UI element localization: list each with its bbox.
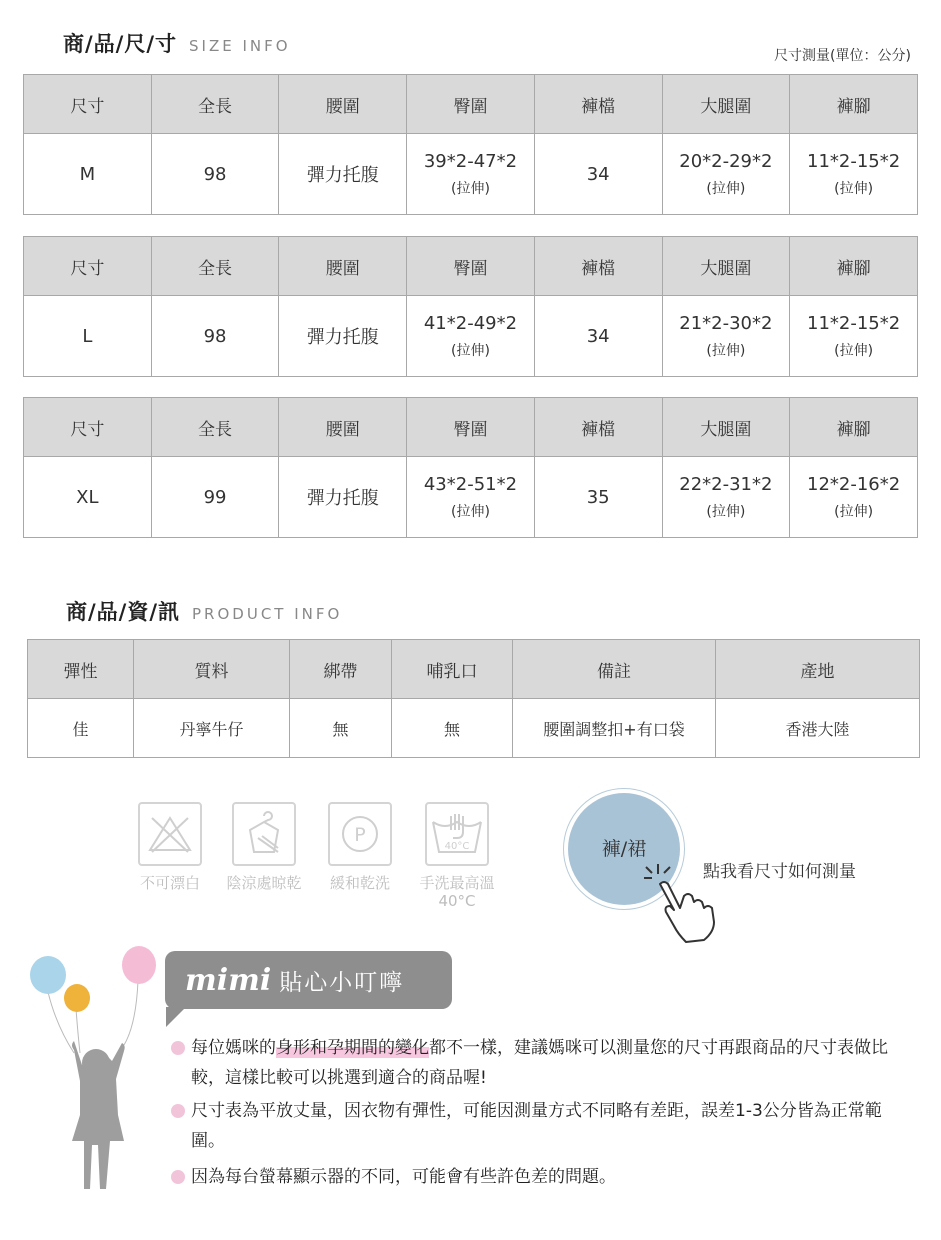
blue-balloon-icon xyxy=(30,956,66,994)
tip-2: 尺寸表為平放丈量，因衣物有彈性，可能因測量方式不同略有差距，誤差1-3公分皆為正常範圍。 xyxy=(191,1101,882,1151)
cell-hem xyxy=(790,134,918,215)
cell-hem xyxy=(790,296,918,377)
care-dry-clean xyxy=(322,802,398,893)
table-row xyxy=(24,296,918,377)
cell-rise: 35 xyxy=(534,457,662,538)
hem-sub: (拉伸) xyxy=(834,342,874,359)
care-hang-dry xyxy=(219,802,309,893)
cell-length: 98 xyxy=(151,296,279,377)
cell-size: XL xyxy=(24,457,152,538)
size-table-header-row xyxy=(24,237,918,296)
header-thigh: 大腿圍 xyxy=(662,398,790,457)
tip-1-highlight: 身形和孕期間的變化 xyxy=(276,1038,429,1058)
hip-value: 43*2-51*2 xyxy=(423,473,518,495)
header-hip: 臀圍 xyxy=(407,237,535,296)
hip-sub: (拉伸) xyxy=(450,342,490,359)
header-thigh: 大腿圍 xyxy=(662,237,790,296)
size-info-title-en: SIZE INFO xyxy=(189,37,291,55)
header-size: 尺寸 xyxy=(24,398,152,457)
header-hem: 褲腳 xyxy=(790,398,918,457)
table-row xyxy=(28,699,920,758)
care-label: 陰涼處晾乾 xyxy=(226,874,302,892)
no-bleach-icon xyxy=(138,802,202,866)
cell-thigh xyxy=(662,296,790,377)
product-info-table xyxy=(27,639,920,758)
size-info-title-zh: 商/品/尺/寸 xyxy=(63,32,178,56)
cell-rise: 34 xyxy=(534,296,662,377)
girl-balloons-illustration xyxy=(26,945,166,1199)
mimi-tips-header xyxy=(165,951,452,1009)
cell-strap: 無 xyxy=(290,699,392,758)
hem-value: 12*2-16*2 xyxy=(807,473,901,495)
svg-text:P: P xyxy=(354,824,366,846)
care-label-2: 40°C xyxy=(438,892,476,910)
cell-length: 99 xyxy=(151,457,279,538)
bubble-tail xyxy=(166,1007,186,1027)
care-hand-wash xyxy=(411,802,503,910)
care-label: 不可漂白 xyxy=(139,874,200,892)
header-size: 尺寸 xyxy=(24,237,152,296)
cell-origin: 香港大陸 xyxy=(716,699,920,758)
hip-sub: (拉伸) xyxy=(450,503,490,520)
cell-hem xyxy=(790,457,918,538)
mimi-tips-title: 貼心小叮嚀 xyxy=(279,969,405,996)
thigh-sub: (拉伸) xyxy=(706,503,746,520)
cell-material: 丹寧牛仔 xyxy=(134,699,290,758)
bullet-dot xyxy=(171,1104,185,1118)
hip-value: 39*2-47*2 xyxy=(423,150,518,172)
product-info-title-en: PRODUCT INFO xyxy=(192,605,343,623)
cell-elasticity: 佳 xyxy=(28,699,134,758)
header-thigh: 大腿圍 xyxy=(662,75,790,134)
header-nursing: 哺乳口 xyxy=(392,640,513,699)
size-info-title xyxy=(63,28,291,58)
header-waist: 腰圍 xyxy=(279,75,407,134)
pink-balloon-icon xyxy=(122,946,156,984)
cell-waist: 彈力托腹 xyxy=(279,134,407,215)
cell-waist: 彈力托腹 xyxy=(279,457,407,538)
care-no-bleach xyxy=(133,802,207,893)
hem-value: 11*2-15*2 xyxy=(807,312,901,334)
size-table-l xyxy=(23,236,918,377)
size-table-m xyxy=(23,74,918,215)
header-origin: 產地 xyxy=(716,640,920,699)
product-info-title-zh: 商/品/資/訊 xyxy=(66,600,181,624)
thigh-value: 21*2-30*2 xyxy=(679,312,773,334)
hand-wash-icon xyxy=(425,802,489,866)
hang-dry-shade-icon xyxy=(232,802,296,866)
header-rise: 褲檔 xyxy=(534,237,662,296)
cell-hip xyxy=(407,457,535,538)
header-size: 尺寸 xyxy=(24,75,152,134)
header-hem: 褲腳 xyxy=(790,237,918,296)
hip-value: 41*2-49*2 xyxy=(423,312,518,334)
cell-size: M xyxy=(24,134,152,215)
thigh-sub: (拉伸) xyxy=(706,342,746,359)
header-length: 全長 xyxy=(151,237,279,296)
header-material: 質料 xyxy=(134,640,290,699)
header-waist: 腰圍 xyxy=(279,237,407,296)
table-row xyxy=(24,457,918,538)
cell-nursing: 無 xyxy=(392,699,513,758)
bullet-dot xyxy=(171,1170,185,1184)
mimi-brand: mimi xyxy=(185,962,272,998)
cell-rise: 34 xyxy=(534,134,662,215)
header-length: 全長 xyxy=(151,398,279,457)
header-strap: 綁帶 xyxy=(290,640,392,699)
cell-hip xyxy=(407,134,535,215)
hem-value: 11*2-15*2 xyxy=(807,150,901,172)
cell-hip xyxy=(407,296,535,377)
header-hem: 褲腳 xyxy=(790,75,918,134)
hand-wash-temp: 40°C xyxy=(444,841,470,852)
tip-1-post: 都不一樣，建議媽咪可以測量您的尺寸再跟商品的尺寸表做比較，這樣比較可以挑選到適合的商品喔! xyxy=(191,1038,888,1088)
tip-1-pre: 每位媽咪的 xyxy=(191,1038,276,1058)
header-elasticity: 彈性 xyxy=(28,640,134,699)
measure-circle-label[interactable]: 褲/裙 xyxy=(601,838,647,860)
header-hip: 臀圍 xyxy=(407,398,535,457)
header-length: 全長 xyxy=(151,75,279,134)
measure-guide-link[interactable]: 點我看尺寸如何測量 xyxy=(703,862,856,882)
thigh-value: 20*2-29*2 xyxy=(679,150,773,172)
tip-3: 因為每台螢幕顯示器的不同，可能會有些許色差的問題。 xyxy=(191,1167,616,1187)
size-table-xl xyxy=(23,397,918,538)
header-hip: 臀圍 xyxy=(407,75,535,134)
size-table-header-row xyxy=(24,398,918,457)
product-header-row xyxy=(28,640,920,699)
hem-sub: (拉伸) xyxy=(834,503,874,520)
header-rise: 褲檔 xyxy=(534,398,662,457)
cell-length: 98 xyxy=(151,134,279,215)
table-row xyxy=(24,134,918,215)
unit-note: 尺寸測量(單位：公分) xyxy=(774,48,911,64)
product-info-title xyxy=(66,596,342,626)
cell-notes: 腰圍調整扣+有口袋 xyxy=(513,699,716,758)
bullet-dot xyxy=(171,1041,185,1055)
hip-sub: (拉伸) xyxy=(450,180,490,197)
care-label: 緩和乾洗 xyxy=(329,874,390,892)
gentle-dry-clean-icon xyxy=(328,802,392,866)
header-waist: 腰圍 xyxy=(279,398,407,457)
size-table-header-row xyxy=(24,75,918,134)
thigh-sub: (拉伸) xyxy=(706,180,746,197)
care-label: 手洗最高溫 xyxy=(419,874,495,892)
cell-thigh xyxy=(662,134,790,215)
hem-sub: (拉伸) xyxy=(834,180,874,197)
header-notes: 備註 xyxy=(513,640,716,699)
cell-thigh xyxy=(662,457,790,538)
cell-size: L xyxy=(24,296,152,377)
cell-waist: 彈力托腹 xyxy=(279,296,407,377)
tip-1 xyxy=(191,1033,911,1093)
orange-balloon-icon xyxy=(64,984,90,1012)
header-rise: 褲檔 xyxy=(534,75,662,134)
thigh-value: 22*2-31*2 xyxy=(679,473,773,495)
